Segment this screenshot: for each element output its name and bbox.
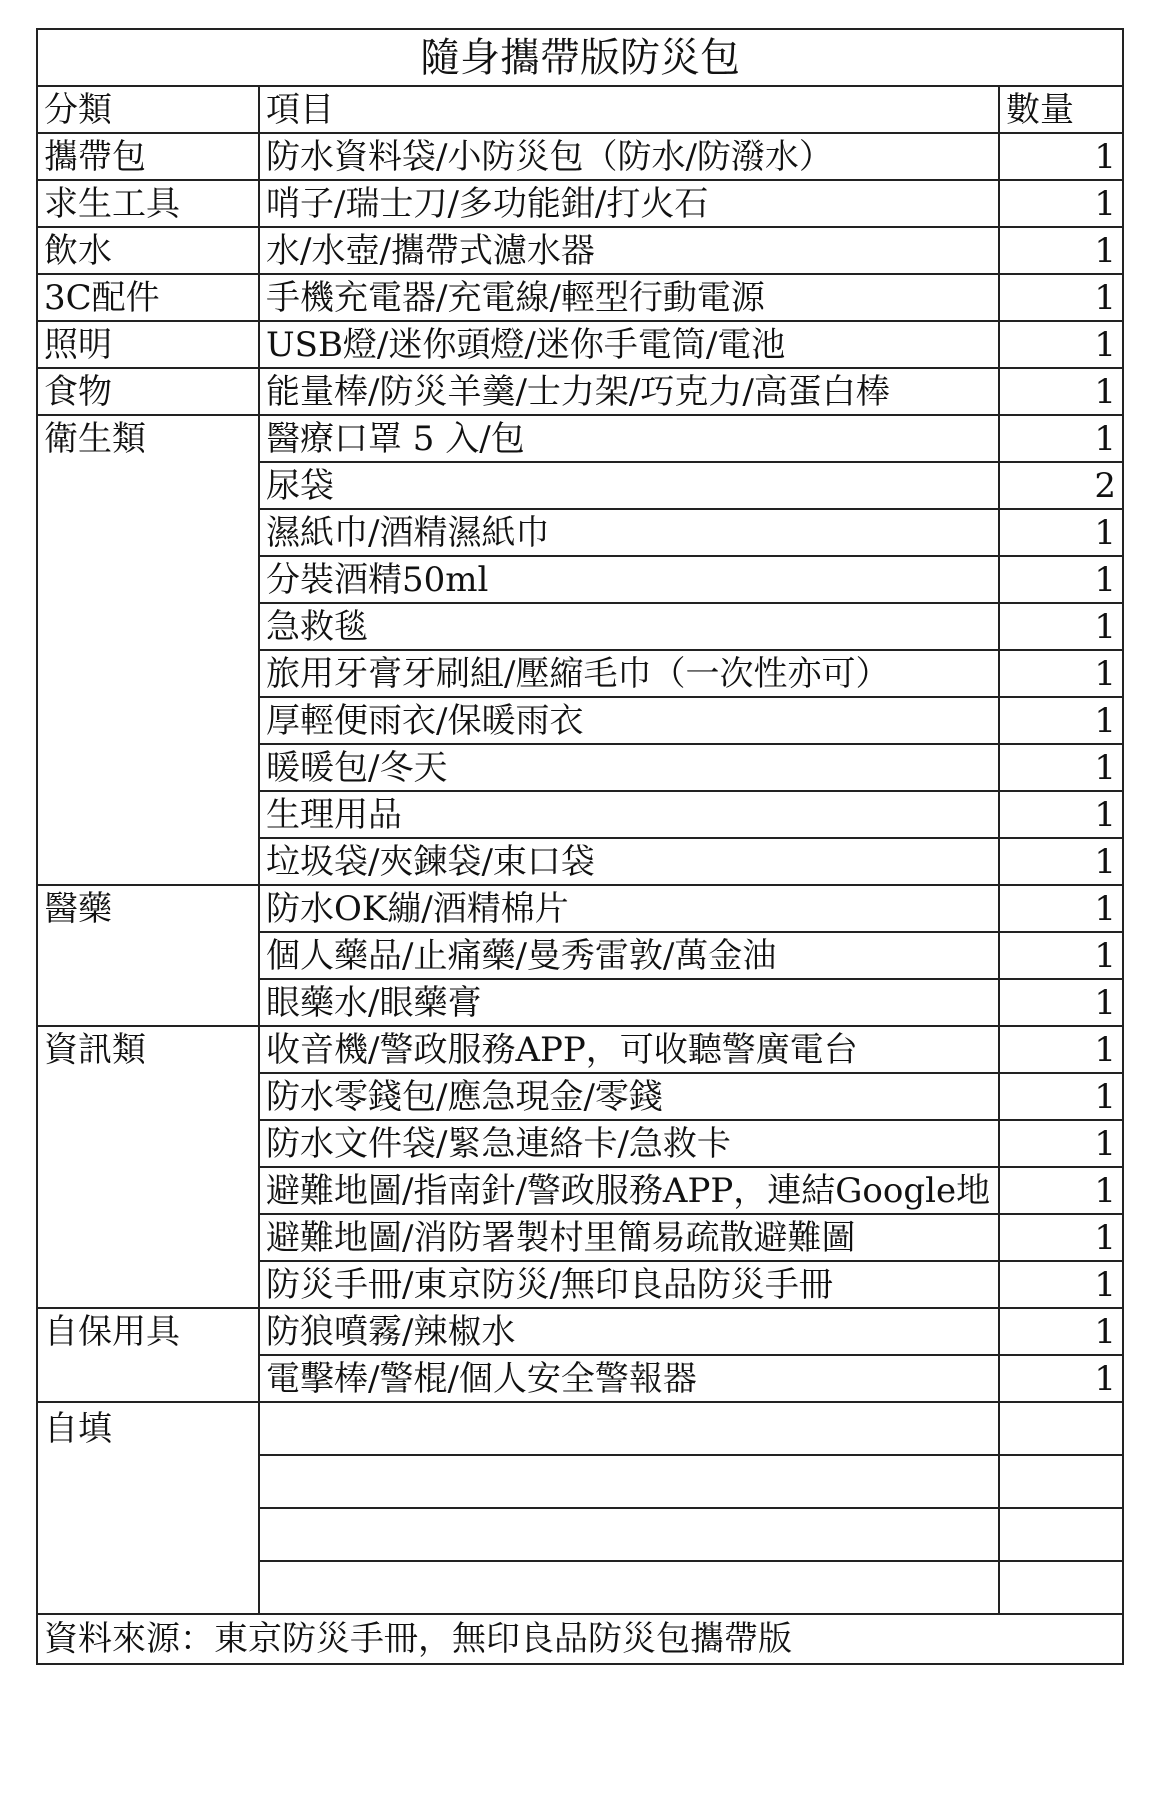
item-cell [259,1455,999,1508]
source-row [37,1614,1123,1664]
table-title: 隨身攜帶版防災包 [37,29,1123,86]
category-cell [37,1167,259,1214]
quantity-cell: 2 [999,462,1123,509]
table-row [37,791,1123,838]
table-row [37,1261,1123,1308]
table-row [37,885,1123,932]
quantity-cell: 1 [999,415,1123,462]
quantity-cell [999,1455,1123,1508]
category-cell: 求生工具 [37,180,259,227]
category-cell [37,1120,259,1167]
quantity-cell: 1 [999,1120,1123,1167]
table-row [37,1561,1123,1614]
item-cell: 避難地圖/指南針/警政服務APP，連結Google地 [259,1167,999,1214]
item-cell: 避難地圖/消防署製村里簡易疏散避難圖 [259,1214,999,1261]
item-cell: 垃圾袋/夾鍊袋/束口袋 [259,838,999,885]
category-cell: 攜帶包 [37,133,259,180]
table-row [37,1167,1123,1214]
quantity-cell: 1 [999,1355,1123,1402]
category-cell [37,1355,259,1402]
item-cell: 尿袋 [259,462,999,509]
quantity-cell: 1 [999,791,1123,838]
table-row [37,1308,1123,1355]
category-cell [37,1508,259,1561]
title-row [37,29,1123,86]
table-row [37,133,1123,180]
quantity-cell: 1 [999,1261,1123,1308]
table-row [37,180,1123,227]
quantity-cell [999,1402,1123,1455]
category-cell: 自保用具 [37,1308,259,1355]
quantity-cell: 1 [999,1167,1123,1214]
category-cell [37,1455,259,1508]
quantity-cell: 1 [999,838,1123,885]
table-row [37,603,1123,650]
quantity-cell: 1 [999,603,1123,650]
category-cell [37,650,259,697]
item-cell: 水/水壺/攜帶式濾水器 [259,227,999,274]
quantity-cell: 1 [999,1214,1123,1261]
quantity-cell: 1 [999,556,1123,603]
category-cell: 飲水 [37,227,259,274]
item-cell [259,1402,999,1455]
item-cell: 急救毯 [259,603,999,650]
item-cell: 暖暖包/冬天 [259,744,999,791]
category-cell [37,932,259,979]
category-cell [37,1214,259,1261]
item-cell: 哨子/瑞士刀/多功能鉗/打火石 [259,180,999,227]
item-cell: 手機充電器/充電線/輕型行動電源 [259,274,999,321]
quantity-cell: 1 [999,744,1123,791]
table-row [37,415,1123,462]
header-item: 項目 [259,86,999,133]
category-cell [37,556,259,603]
table-row [37,697,1123,744]
category-cell: 衛生類 [37,415,259,462]
quantity-cell: 1 [999,1073,1123,1120]
category-cell [37,838,259,885]
quantity-cell: 1 [999,368,1123,415]
table-row [37,1402,1123,1455]
item-cell: 防水OK繃/酒精棉片 [259,885,999,932]
header-category: 分類 [37,86,259,133]
disaster-kit-table [36,28,1124,1665]
table-row [37,1455,1123,1508]
table-row [37,650,1123,697]
table-row [37,227,1123,274]
category-cell: 3C配件 [37,274,259,321]
category-cell: 食物 [37,368,259,415]
item-cell: 醫療口罩 5 入/包 [259,415,999,462]
category-cell [37,697,259,744]
category-cell [37,1073,259,1120]
table-row [37,1508,1123,1561]
table-row [37,1120,1123,1167]
header-qty: 數量 [999,86,1123,133]
item-cell: 眼藥水/眼藥膏 [259,979,999,1026]
item-cell: 濕紙巾/酒精濕紙巾 [259,509,999,556]
quantity-cell: 1 [999,180,1123,227]
quantity-cell [999,1561,1123,1614]
item-cell: 個人藥品/止痛藥/曼秀雷敦/萬金油 [259,932,999,979]
category-cell [37,744,259,791]
table-row [37,932,1123,979]
quantity-cell: 1 [999,1026,1123,1073]
item-cell [259,1561,999,1614]
quantity-cell: 1 [999,650,1123,697]
item-cell [259,1508,999,1561]
table-row [37,1214,1123,1261]
item-cell: 防水零錢包/應急現金/零錢 [259,1073,999,1120]
table-row [37,1073,1123,1120]
category-cell [37,462,259,509]
quantity-cell: 1 [999,697,1123,744]
quantity-cell: 1 [999,133,1123,180]
item-cell: 分裝酒精50ml [259,556,999,603]
table-row [37,556,1123,603]
category-cell [37,509,259,556]
table-row [37,979,1123,1026]
category-cell [37,603,259,650]
quantity-cell: 1 [999,274,1123,321]
category-cell [37,1561,259,1614]
category-cell: 自填 [37,1402,259,1455]
table-row [37,744,1123,791]
quantity-cell: 1 [999,1308,1123,1355]
item-cell: 防水資料袋/小防災包（防水/防潑水） [259,133,999,180]
quantity-cell: 1 [999,979,1123,1026]
category-cell [37,979,259,1026]
category-cell: 照明 [37,321,259,368]
quantity-cell [999,1508,1123,1561]
category-cell: 資訊類 [37,1026,259,1073]
item-cell: 收音機/警政服務APP，可收聽警廣電台 [259,1026,999,1073]
source-note: 資料來源：東京防災手冊，無印良品防災包攜帶版 [37,1614,1123,1664]
quantity-cell: 1 [999,885,1123,932]
quantity-cell: 1 [999,321,1123,368]
category-cell [37,1261,259,1308]
item-cell: 旅用牙膏牙刷組/壓縮毛巾（一次性亦可） [259,650,999,697]
table-row [37,838,1123,885]
table-row [37,1355,1123,1402]
item-cell: 電擊棒/警棍/個人安全警報器 [259,1355,999,1402]
category-cell [37,791,259,838]
table-row [37,368,1123,415]
item-cell: 厚輕便雨衣/保暖雨衣 [259,697,999,744]
item-cell: 能量棒/防災羊羹/士力架/巧克力/高蛋白棒 [259,368,999,415]
table-row [37,509,1123,556]
header-row [37,86,1123,133]
item-cell: 生理用品 [259,791,999,838]
table-row [37,274,1123,321]
table-row [37,1026,1123,1073]
quantity-cell: 1 [999,509,1123,556]
item-cell: 防水文件袋/緊急連絡卡/急救卡 [259,1120,999,1167]
quantity-cell: 1 [999,227,1123,274]
item-cell: USB燈/迷你頭燈/迷你手電筒/電池 [259,321,999,368]
quantity-cell: 1 [999,932,1123,979]
item-cell: 防狼噴霧/辣椒水 [259,1308,999,1355]
category-cell: 醫藥 [37,885,259,932]
table-row [37,321,1123,368]
table-row [37,462,1123,509]
item-cell: 防災手冊/東京防災/無印良品防災手冊 [259,1261,999,1308]
